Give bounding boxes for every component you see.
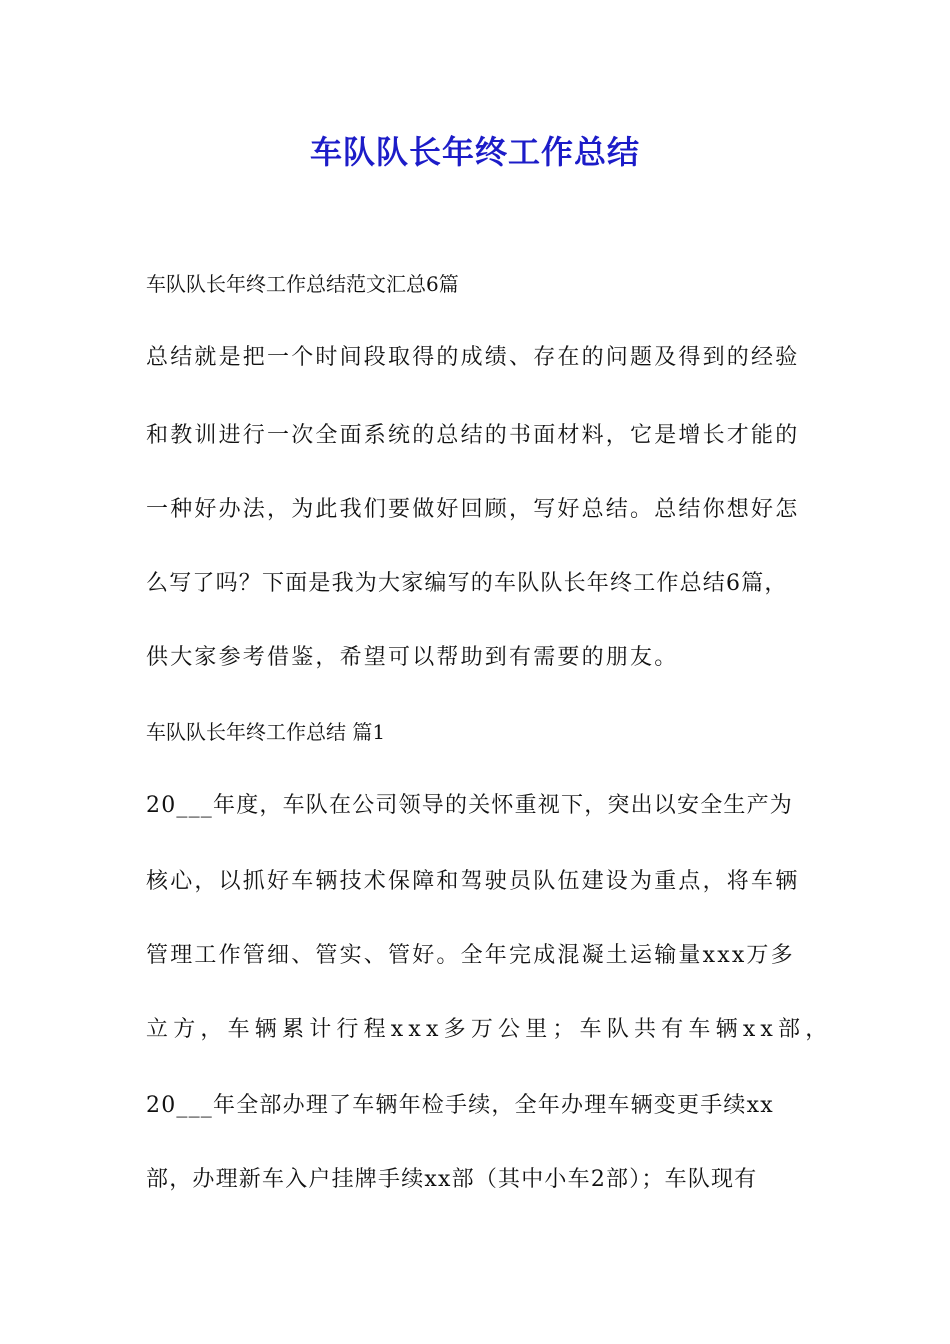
section-line-1: 20___年度，车队在公司领导的关怀重视下，突出以安全生产为 [146, 793, 793, 818]
document-title: 车队队长年终工作总结 [309, 133, 640, 171]
section-line-6: 部，办理新车入户挂牌手续xx部（其中小车2部）；车队现有 [146, 1167, 758, 1192]
section-line-4: 立方，车辆累计行程xxx多万公里；车队共有车辆xx部， [146, 1017, 833, 1042]
section-line-5: 20___年全部办理了车辆年检手续，全年办理车辆变更手续xx [146, 1093, 774, 1118]
section-line-2: 核心，以抓好车辆技术保障和驾驶员队伍建设为重点，将车辆 [146, 869, 800, 894]
intro-line-2: 和教训进行一次全面系统的总结的书面材料，它是增长才能的 [146, 423, 800, 448]
intro-line-1: 总结就是把一个时间段取得的成绩、存在的问题及得到的经验 [146, 345, 800, 370]
document-subtitle: 车队队长年终工作总结范文汇总6篇 [146, 272, 459, 296]
intro-line-3: 一种好办法，为此我们要做好回顾，写好总结。总结你想好怎 [146, 497, 800, 522]
intro-line-4: 么写了吗？下面是我为大家编写的车队队长年终工作总结6篇， [146, 571, 788, 596]
section-heading: 车队队长年终工作总结 篇1 [146, 720, 386, 744]
section-line-3: 管理工作管细、管实、管好。全年完成混凝土运输量xxx万多 [146, 943, 795, 968]
intro-line-5: 供大家参考借鉴，希望可以帮助到有需要的朋友。 [146, 645, 679, 670]
